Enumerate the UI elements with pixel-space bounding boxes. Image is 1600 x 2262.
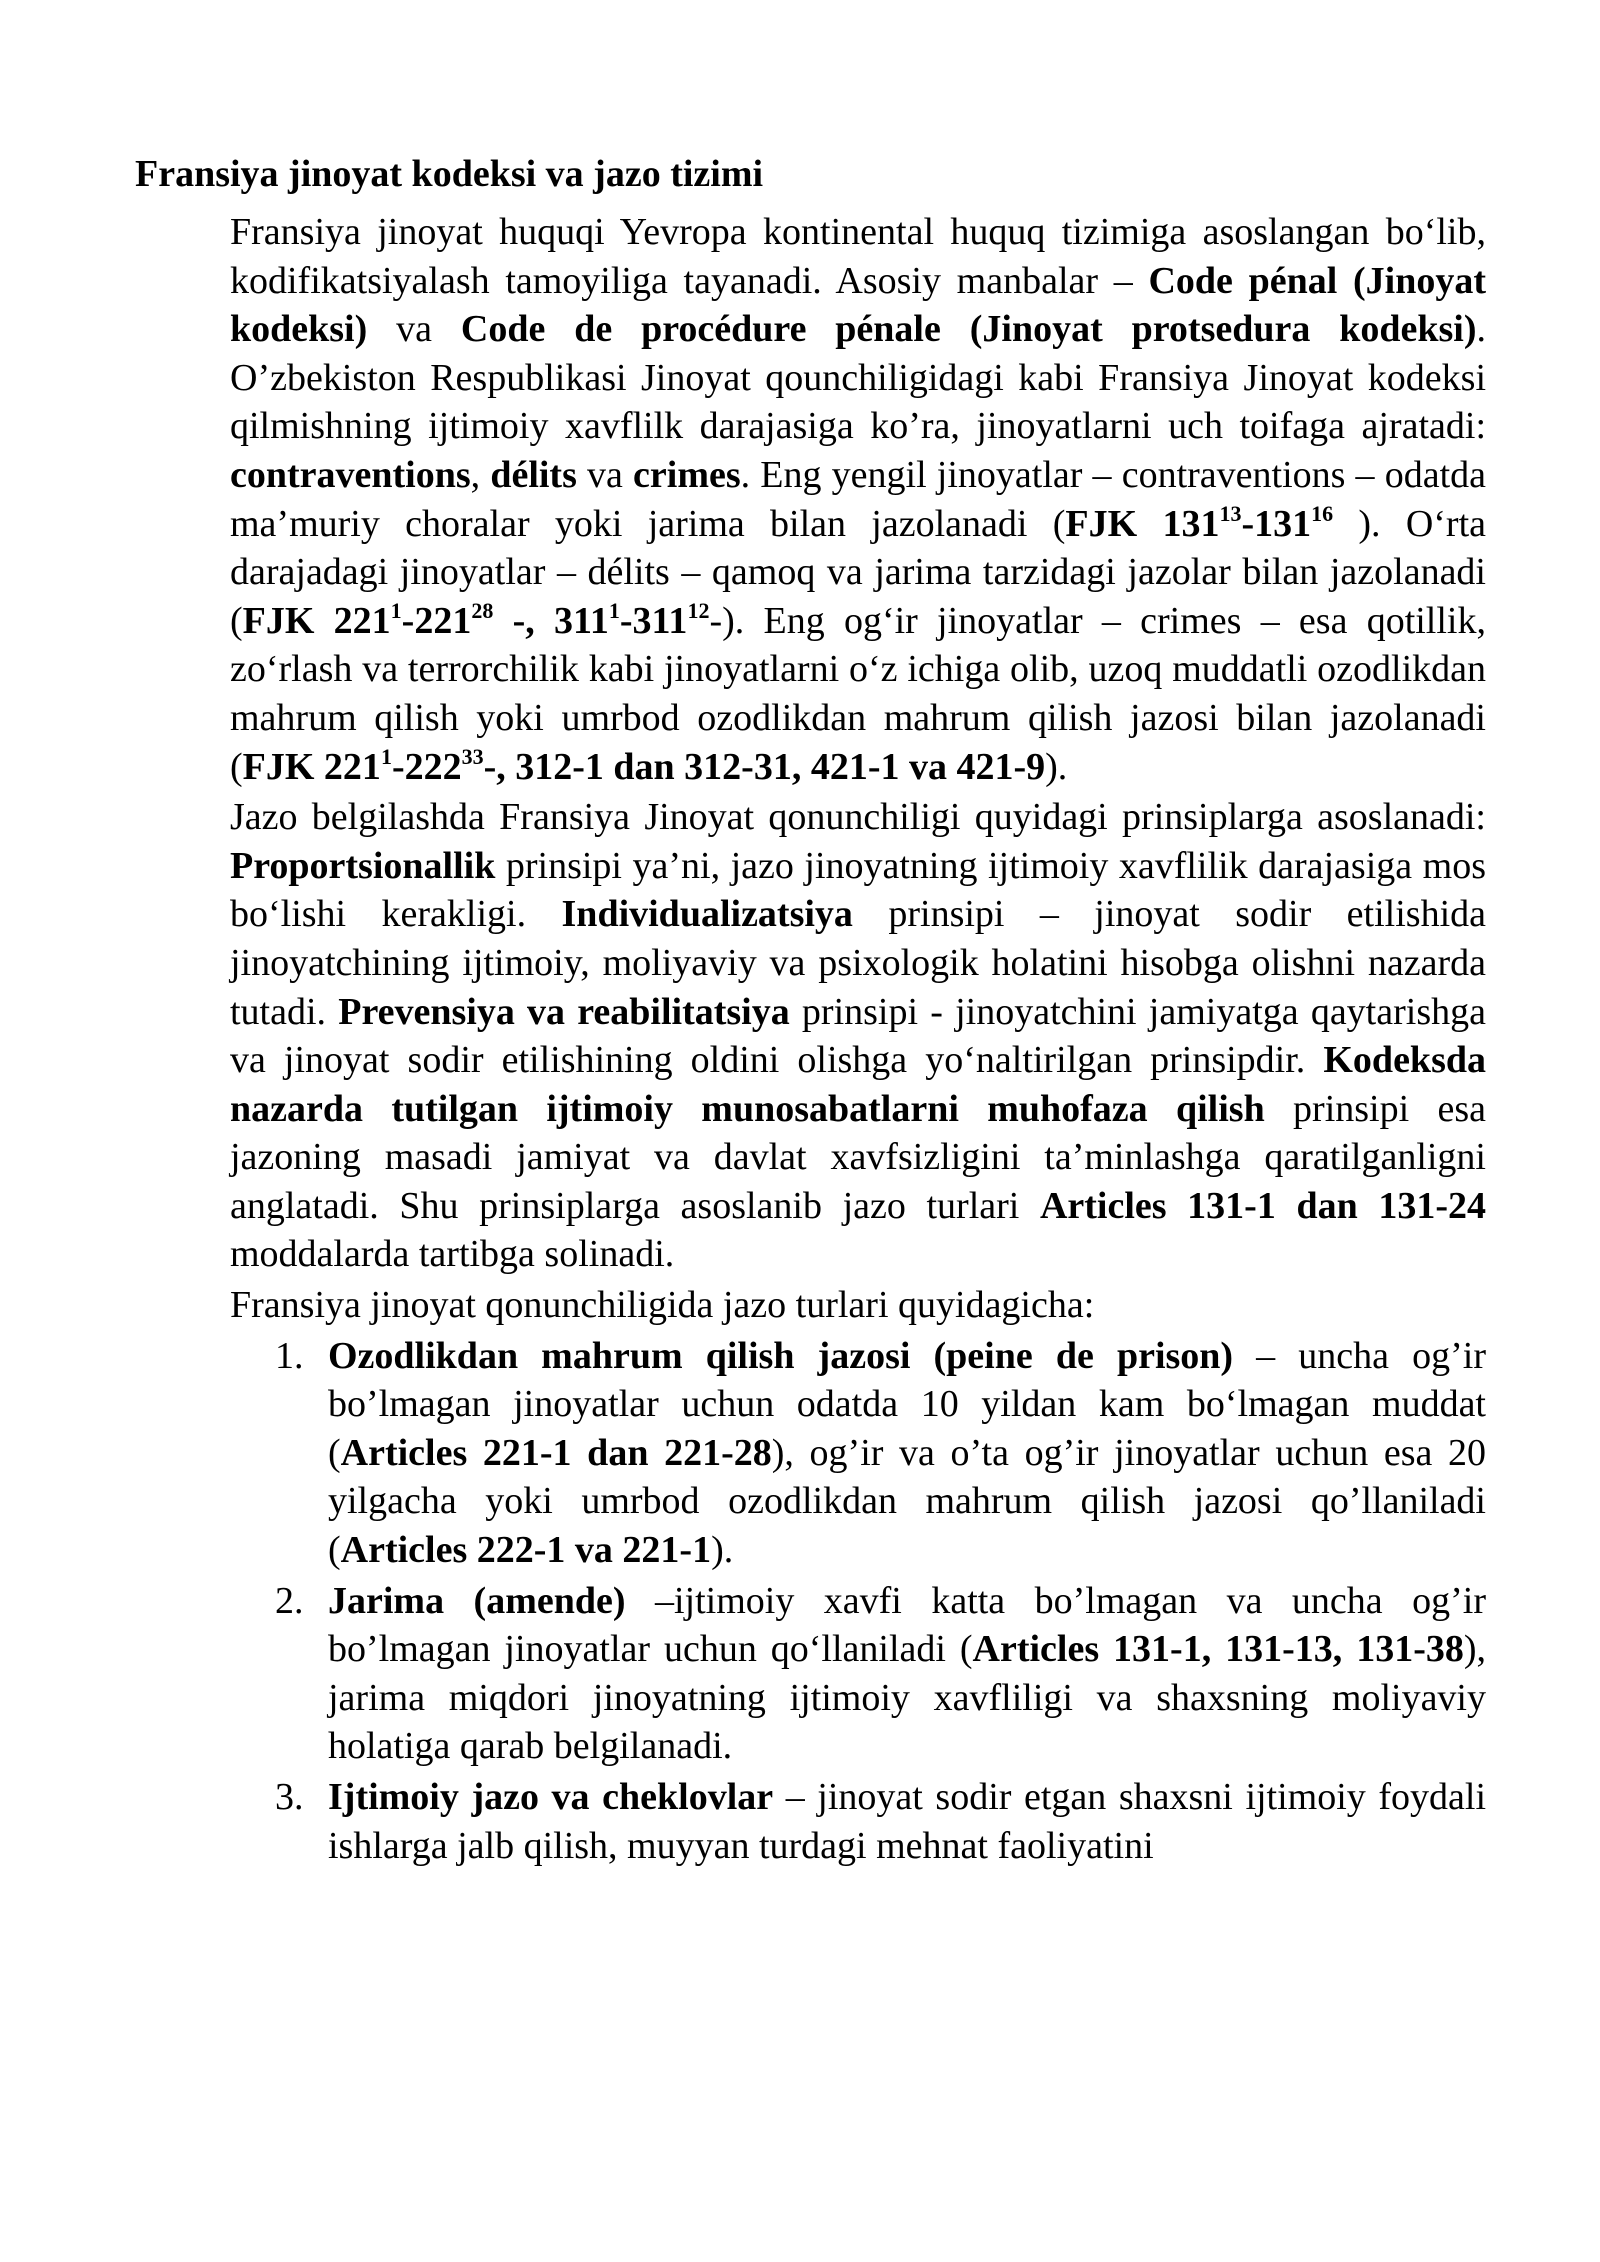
- footnote-superscript: 28: [471, 597, 494, 623]
- paragraph-criminal-law-intro: [230, 208, 1486, 791]
- text-run: . O’zbekiston Respublikasi Jinoyat qounchiligidagi kabi Fransiya Jinoyat kodeksi qilmishning ijtimoiy xavflilk darajasiga ko’ra, jinoyatlarni uch toifaga ajratadi:: [230, 308, 1486, 448]
- paragraph-punishment-types-intro: Fransiya jinoyat qonunchiligida jazo turlari quyidagicha:: [230, 1284, 1095, 1327]
- list-item-text: [328, 1776, 1486, 1867]
- bold-text-run: Articles 131-1, 131-13, 131-38: [972, 1628, 1464, 1671]
- bold-text-run: FJK 221: [242, 599, 391, 642]
- text-run: prinsipi - jinoyatchini jamiyatga qaytarishga va jinoyat sodir etilishining oldini olishga yo‘naltirilgan prinsipdir.: [230, 990, 1486, 1082]
- footnote-superscript: 1: [390, 597, 402, 623]
- bold-text-run: Kodeksda nazarda tutilgan ijtimoiy munosabatlarni muhofaza qilish: [230, 1039, 1486, 1130]
- list-item-imprisonment: [230, 1332, 1486, 1575]
- bold-text-run: délits: [490, 453, 577, 496]
- bold-text-run: Ijtimoiy jazo va cheklovlar: [328, 1776, 774, 1818]
- paragraph-sentencing-principles: [230, 793, 1486, 1279]
- list-item-text: [328, 1335, 1486, 1571]
- text-run: – uncha og’ir bo’lmagan jinoyatlar uchun odatda 10 yildan kam bo‘lmagan muddat (: [328, 1334, 1486, 1474]
- text-run: ).: [711, 1529, 734, 1572]
- bold-text-run: Individualizatsiya: [561, 893, 853, 936]
- list-number: 3.: [275, 1776, 304, 1818]
- bold-text-run: crimes: [633, 453, 741, 496]
- bold-text-run: FJK 131: [1065, 502, 1220, 545]
- bold-text-run: Code pénal (Jinoyat kodeksi): [230, 259, 1487, 351]
- punishment-types-list: [230, 1332, 1486, 1871]
- text-run: prinsipi ya’ni, jazo jinoyatning ijtimoiy xavflilik darajasiga mos bo‘lishi kerakligi.: [230, 844, 1486, 936]
- text-run: va: [367, 308, 461, 351]
- text-run: -). Eng og‘ir jinoyatlar – crimes – esa qotillik, zo‘rlash va terrorchilik kabi jinoyatlarni o‘z ichiga olib, uzoq muddatli ozodlikdan mahrum qilish yoki umrbod ozodlikdan mahrum qilish jazosi bilan jazolanadi (: [230, 599, 1486, 788]
- text-run: ,: [470, 453, 491, 496]
- document-title: Fransiya jinoyat kodeksi va jazo tizimi: [135, 153, 764, 195]
- bold-text-run: Jarima (amende): [328, 1579, 626, 1622]
- bold-text-run: Articles 131-1 dan 131-24: [1039, 1184, 1486, 1227]
- bold-text-run: contraventions: [230, 453, 471, 496]
- text-run: ), og’ir va o’ta og’ir jinoyatlar uchun esa 20 yilgacha yoki umrbod ozodlikdan mahrum qilish jazosi qo’llaniladi (: [328, 1431, 1486, 1572]
- text-run: prinsipi – jinoyat sodir etilishida jinoyatchining ijtimoiy, moliyaviy va psixologik holatini hisobga olishni nazarda tutadi.: [230, 893, 1486, 1033]
- footnote-superscript: 16: [1311, 500, 1334, 526]
- list-number: 1.: [275, 1334, 304, 1377]
- text-run: va: [576, 453, 634, 496]
- list-item-fine: [230, 1577, 1486, 1771]
- text-run: moddalarda tartibga solinadi.: [230, 1233, 675, 1276]
- bold-text-run: -222: [391, 745, 462, 788]
- footnote-superscript: 33: [461, 743, 484, 769]
- bold-text-run: Ozodlikdan mahrum qilish jazosi (peine de prison): [328, 1334, 1234, 1377]
- list-number: 2.: [275, 1579, 304, 1622]
- document-body: [230, 208, 1486, 1870]
- text-run: – jinoyat sodir etgan shaxsni ijtimoiy foydali ishlarga jalb qilish, muyyan turdagi mehnat faoliyatini: [328, 1776, 1487, 1867]
- footnote-superscript: 13: [1219, 500, 1242, 526]
- text-run: Jazo belgilashda Fransiya Jinoyat qonunchiligi quyidagi prinsiplarga asoslanadi:: [230, 796, 1486, 839]
- bold-text-run: Articles 221-1 dan 221-28: [340, 1431, 772, 1474]
- bold-text-run: -221: [401, 599, 472, 642]
- bold-text-run: -131: [1241, 502, 1312, 545]
- bold-text-run: -, 311: [493, 599, 609, 642]
- bold-text-run: Proportsionallik: [230, 844, 496, 887]
- bold-text-run: -311: [619, 599, 688, 642]
- bold-text-run: Prevensiya va reabilitatsiya: [338, 990, 790, 1033]
- text-run: ), jarima miqdori jinoyatning ijtimoiy xavfliligi va shaxsning moliyaviy holatiga qarab belgilanadi.: [328, 1628, 1486, 1768]
- list-item-social-punishment: [230, 1773, 1486, 1870]
- text-run: Fransiya jinoyat huquqi Yevropa kontinental huquq tizimiga asoslangan bo‘lib, kodifikatsiyalash tamoyiliga tayanadi. Asosiy manbalar –: [230, 211, 1486, 302]
- text-run: prinsipi esa jazoning masadi jamiyat va davlat xavfsizligini ta’minlashga qaratilganligni anglatadi. Shu prinsiplarga asoslanib jazo turlari: [230, 1087, 1486, 1227]
- text-run: –ijtimoiy xavfi katta bo’lmagan va uncha og’ir bo’lmagan jinoyatlar uchun qo‘llaniladi (: [328, 1579, 1486, 1671]
- bold-text-run: Code de procédure pénale (Jinoyat protsedura kodeksi): [460, 308, 1477, 351]
- footnote-superscript: 1: [380, 743, 392, 769]
- text-run: ).: [1045, 745, 1068, 788]
- footnote-superscript: 1: [608, 597, 620, 623]
- bold-text-run: FJK 221: [242, 745, 381, 788]
- footnote-superscript: 12: [687, 597, 710, 623]
- bold-text-run: Articles 222-1 va 221-1: [340, 1529, 712, 1572]
- list-item-text: [328, 1580, 1486, 1768]
- text-run: ). O‘rta darajadagi jinoyatlar – délits – qamoq va jarima tarzidagi jazolar bilan jazolanadi (: [230, 502, 1486, 642]
- bold-text-run: -, 312-1 dan 312-31, 421-1 va 421-9: [483, 745, 1046, 788]
- text-run: . Eng yengil jinoyatlar – contraventions – odatda ma’muriy choralar yoki jarima bilan jazolanadi (: [230, 453, 1486, 545]
